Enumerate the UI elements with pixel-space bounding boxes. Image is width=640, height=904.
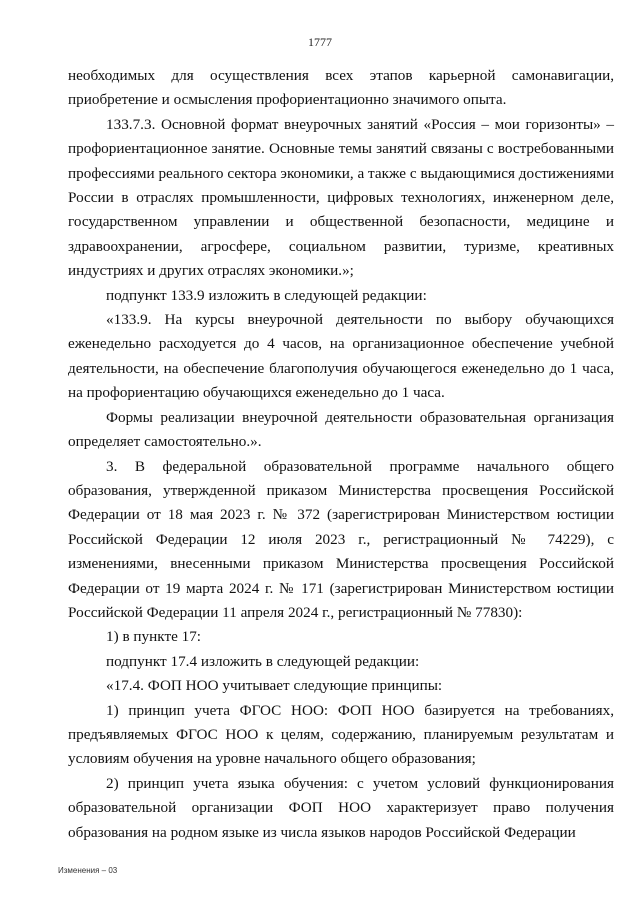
paragraph-133-7-3: 133.7.3. Основной формат внеурочных занятий «Россия – мои горизонты» – профориентационное занятие. Основные темы занятий связаны с востребованными профессиями реального сектора экономики, а также с выдающимися достижениями России в отраслях промышленности, цифровых технологиях, инженерном деле, государственном управлении и общественной безопасности, медицине и здравоохранении, агросфере, социальном развитии, туризме, креативных индустриях и других отраслях экономики.»;	[68, 115, 614, 280]
footer-note: Изменения – 03	[58, 866, 118, 875]
paragraph-continuation: необходимых для осуществления всех этапов карьерной самонавигации, приобретение и осмысления профориентационно значимого опыта.	[68, 67, 614, 109]
paragraph-principle-2: 2) принцип учета языка обучения: с учетом условий функционирования образовательной организации ФОП НОО характеризует право получения образования на родном языке из числа языков народов Российской Федерации	[68, 774, 614, 841]
paragraph-133-9: «133.9. На курсы внеурочной деятельности по выбору обучающихся еженедельно расходуется до 4 часов, на организационное обеспечение учебной деятельности, на обеспечение благополучия обучающегося еженедельно до 1 часа, на профориентацию обучающихся еженедельно до 1 часа.	[68, 311, 614, 402]
paragraph-point-17: 1) в пункте 17:	[106, 628, 202, 646]
paragraph-forms: Формы реализации внеурочной деятельности образовательная организация определяет самостоятельно.».	[68, 408, 614, 451]
paragraph-subpoint-133-9-intro: подпункт 133.9 изложить в следующей редакции:	[106, 286, 427, 304]
page-number: 1777	[308, 35, 332, 49]
paragraph-subpoint-17-4-intro: подпункт 17.4 изложить в следующей редакции:	[106, 652, 420, 670]
paragraph-principle-1: 1) принцип учета ФГОС НОО: ФОП НОО базируется на требованиях, предъявляемых ФГОС НОО к целям, содержанию, планируемым результатам и условиям обучения на уровне начального общего образования;	[68, 701, 614, 768]
paragraph-17-4: «17.4. ФОП НОО учитывает следующие принципы:	[106, 677, 443, 695]
paragraph-item-3: 3. В федеральной образовательной программе начального общего образования, утвержденной приказом Министерства просвещения Российской Федерации от 18 мая 2023 г. № 372 (зарегистрирован Министерством юстиции Российской Федерации 12 июля 2023 г., регистрационный № 74229), с изменениями, внесенными приказом Министерства просвещения Российской Федерации от 19 марта 2024 г. № 171 (зарегистрирован Министерством юстиции Российской Федерации 11 апреля 2024 г., регистрационный № 77830):	[68, 457, 614, 621]
document-body	[68, 64, 614, 845]
